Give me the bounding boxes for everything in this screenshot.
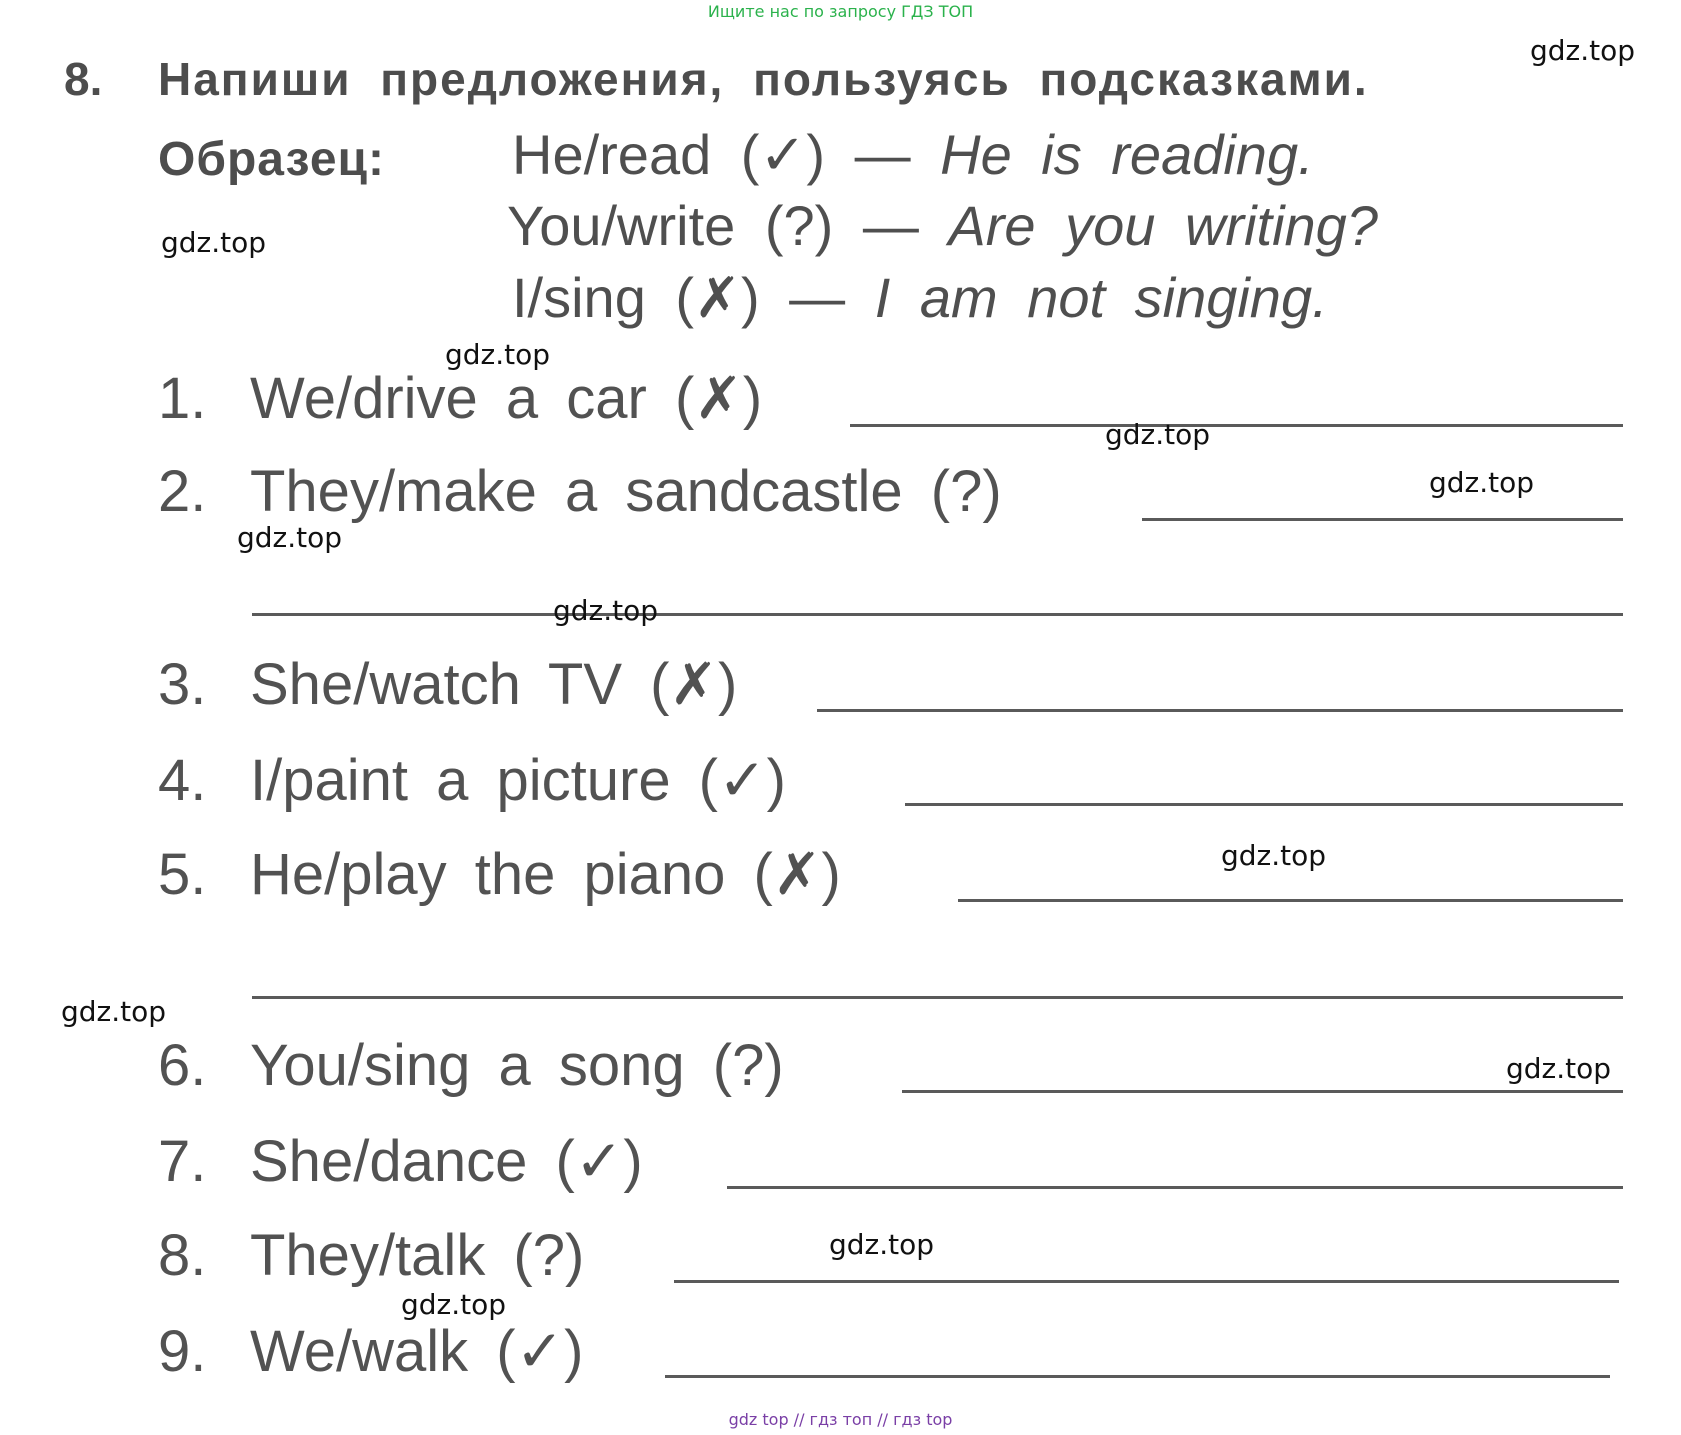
watermark: gdz.top xyxy=(1221,839,1327,872)
exercise-item xyxy=(158,458,1002,525)
exercise-item xyxy=(158,1127,643,1195)
exercise-item xyxy=(158,746,786,814)
watermark: gdz.top xyxy=(445,338,551,371)
watermark: gdz.top xyxy=(1530,34,1636,67)
answer-line[interactable] xyxy=(252,996,1623,999)
answer-line[interactable] xyxy=(817,709,1623,712)
watermark: gdz.top xyxy=(553,594,659,627)
answer-line[interactable] xyxy=(252,613,1623,616)
answer-line[interactable] xyxy=(674,1280,1619,1283)
sample-label: Образец: xyxy=(158,133,385,186)
item-prompt: They/talk (?) xyxy=(250,1223,585,1288)
answer-line[interactable] xyxy=(958,899,1623,902)
exercise-item xyxy=(158,650,737,718)
item-prompt: You/sing a song (?) xyxy=(250,1033,784,1098)
sample-answer: I am not singing. xyxy=(874,266,1328,329)
item-number: 9. xyxy=(158,1319,207,1384)
sample-example xyxy=(512,122,1314,188)
exercise-item xyxy=(158,1222,584,1289)
watermark: gdz.top xyxy=(829,1228,935,1261)
item-prompt: We/walk (✓) xyxy=(250,1319,584,1384)
sample-prompt: You/write (?) — xyxy=(507,194,919,257)
exercise-item xyxy=(158,1032,784,1099)
item-prompt: She/dance (✓) xyxy=(250,1129,643,1194)
item-prompt: I/paint a picture (✓) xyxy=(250,748,786,813)
sample-example xyxy=(512,265,1328,331)
answer-line[interactable] xyxy=(905,803,1623,806)
sample-prompt: He/read (✓) — xyxy=(512,123,911,186)
answer-line[interactable] xyxy=(1142,518,1623,521)
exercise-item xyxy=(158,840,841,908)
item-number: 6. xyxy=(158,1033,207,1098)
sample-answer: He is reading. xyxy=(940,123,1314,186)
answer-line[interactable] xyxy=(727,1186,1623,1189)
watermark: gdz.top xyxy=(1506,1052,1612,1085)
watermark: gdz.top xyxy=(401,1288,507,1321)
item-number: 4. xyxy=(158,748,207,813)
watermark: gdz.top xyxy=(237,521,343,554)
item-number: 5. xyxy=(158,842,207,907)
watermark: gdz.top xyxy=(161,226,267,259)
item-prompt: She/watch TV (✗) xyxy=(250,652,738,717)
sample-example xyxy=(507,193,1378,258)
watermark: gdz.top xyxy=(1105,418,1211,451)
bottom-banner: gdz top // гдз топ // гдз top xyxy=(728,1410,953,1429)
task-number: 8. xyxy=(64,53,103,105)
item-number: 8. xyxy=(158,1223,207,1288)
sample-answer: Are you writing? xyxy=(948,194,1378,257)
watermark: gdz.top xyxy=(1429,466,1535,499)
item-number: 1. xyxy=(158,366,207,431)
exercise-item xyxy=(158,364,762,432)
watermark: gdz.top xyxy=(61,995,167,1028)
item-number: 7. xyxy=(158,1129,207,1194)
item-prompt: He/play the piano (✗) xyxy=(250,842,841,907)
item-prompt: We/drive a car (✗) xyxy=(250,366,763,431)
item-prompt: They/make a sandcastle (?) xyxy=(250,459,1002,524)
task-title: Напиши предложения, пользуясь подсказками. xyxy=(158,53,1369,105)
answer-line[interactable] xyxy=(665,1375,1610,1378)
answer-line[interactable] xyxy=(850,424,1623,427)
top-banner: Ищите нас по запросу ГДЗ ТОП xyxy=(707,2,974,21)
sample-prompt: I/sing (✗) — xyxy=(512,266,846,329)
item-number: 2. xyxy=(158,459,207,524)
item-number: 3. xyxy=(158,652,207,717)
exercise-item xyxy=(158,1317,583,1385)
answer-line[interactable] xyxy=(902,1090,1623,1093)
